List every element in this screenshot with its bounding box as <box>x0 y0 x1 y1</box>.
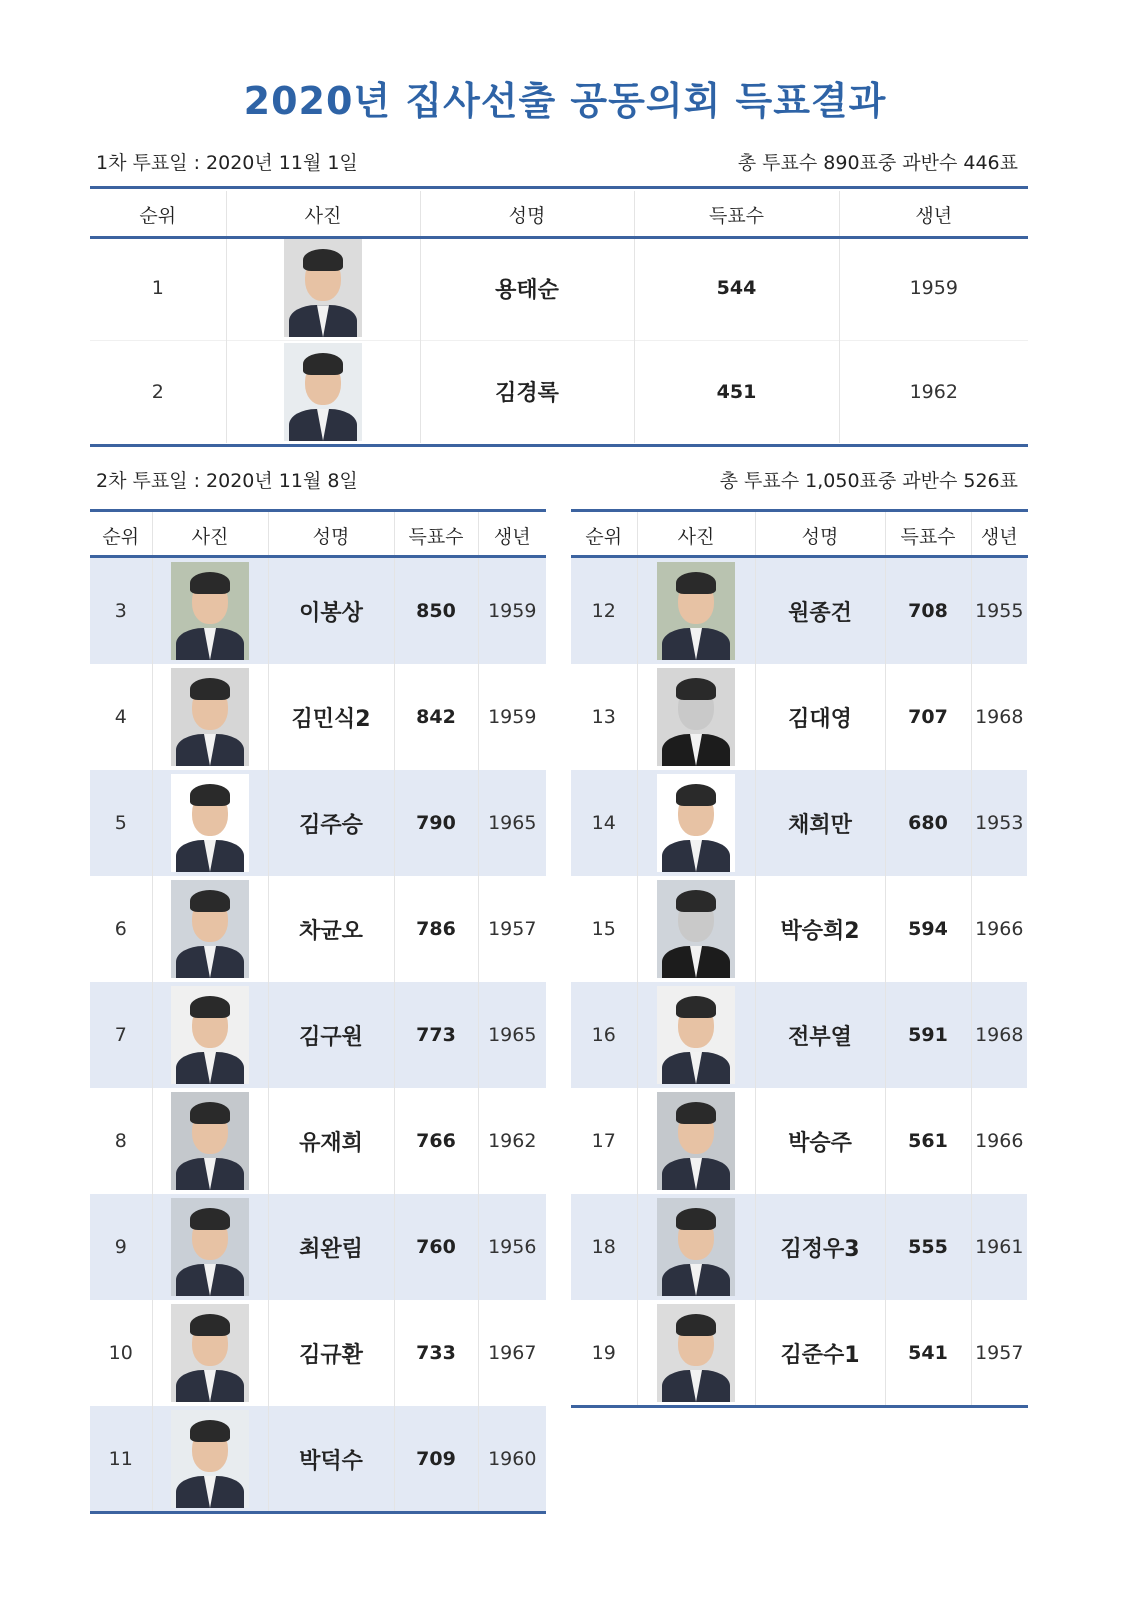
born-cell: 1968 <box>971 664 1027 770</box>
name-cell: 김대영 <box>755 664 885 770</box>
born-cell: 1967 <box>478 1300 546 1406</box>
table-row <box>90 1088 546 1194</box>
photo-cell <box>152 982 268 1088</box>
born-cell: 1961 <box>971 1194 1027 1300</box>
portrait-photo-icon <box>171 1410 249 1508</box>
born-cell: 1962 <box>478 1088 546 1194</box>
rank-cell: 8 <box>114 1130 127 1152</box>
photo-cell <box>637 876 755 982</box>
votes-cell: 850 <box>394 558 478 664</box>
name-cell: 최완림 <box>268 1194 394 1300</box>
born-cell: 1965 <box>478 982 546 1088</box>
votes-cell: 709 <box>394 1406 478 1512</box>
portrait-photo-icon <box>171 668 249 766</box>
votes-cell: 733 <box>394 1300 478 1406</box>
votes-cell: 786 <box>394 876 478 982</box>
votes-cell: 790 <box>394 770 478 876</box>
header-photo: 사진 <box>226 191 420 237</box>
photo-cell <box>152 1300 268 1406</box>
portrait-photo-icon <box>171 774 249 872</box>
photo-cell <box>637 1300 755 1406</box>
name-cell: 이봉상 <box>268 558 394 664</box>
header-born: 생년 <box>839 191 1028 237</box>
photo-cell <box>152 1088 268 1194</box>
votes-cell: 760 <box>394 1194 478 1300</box>
born-cell: 1966 <box>971 1088 1027 1194</box>
rank-cell: 2 <box>90 340 226 443</box>
photo-cell <box>637 982 755 1088</box>
photo-cell <box>637 558 755 664</box>
born-cell: 1955 <box>971 558 1027 664</box>
portrait-photo-icon <box>171 986 249 1084</box>
portrait-photo-icon <box>284 239 362 337</box>
votes-cell: 541 <box>885 1300 971 1406</box>
rank-cell: 10 <box>108 1342 133 1364</box>
name-cell: 김정우3 <box>755 1194 885 1300</box>
portrait-photo-icon <box>657 880 735 978</box>
photo-cell <box>152 558 268 664</box>
born-cell: 1962 <box>839 340 1028 443</box>
name-cell: 박덕수 <box>268 1406 394 1512</box>
photo-cell <box>637 664 755 770</box>
votes-cell: 766 <box>394 1088 478 1194</box>
table-row <box>90 982 546 1088</box>
table-row <box>571 1300 1027 1406</box>
rank-cell: 3 <box>90 558 152 664</box>
portrait-photo-icon <box>657 1092 735 1190</box>
rank-cell: 4 <box>114 706 127 728</box>
table-row <box>90 876 546 982</box>
rank-cell: 12 <box>571 558 637 664</box>
name-cell: 차균오 <box>268 876 394 982</box>
born-cell: 1959 <box>478 664 546 770</box>
photo-cell <box>637 1088 755 1194</box>
header-photo: 사진 <box>152 512 268 558</box>
name-cell: 김경록 <box>420 340 634 443</box>
votes-cell: 708 <box>885 558 971 664</box>
born-cell: 1960 <box>478 1406 546 1512</box>
header-votes: 득표수 <box>394 512 478 558</box>
photo-cell <box>226 237 420 340</box>
photo-cell <box>226 340 420 443</box>
name-cell: 유재희 <box>268 1088 394 1194</box>
votes-cell: 555 <box>885 1194 971 1300</box>
name-cell: 박승주 <box>755 1088 885 1194</box>
header-votes: 득표수 <box>885 512 971 558</box>
round1-table <box>90 191 1028 443</box>
round2-summary: 총 투표수 1,050표중 과반수 526표 <box>719 470 1018 492</box>
portrait-photo-icon <box>657 1304 735 1402</box>
name-cell: 용태순 <box>420 237 634 340</box>
table-header-row <box>571 512 1027 558</box>
portrait-photo-icon <box>171 1304 249 1402</box>
portrait-photo-icon <box>657 1198 735 1296</box>
table-row <box>571 1194 1027 1300</box>
born-cell: 1966 <box>971 876 1027 982</box>
table-row <box>90 1406 546 1512</box>
table-row <box>90 1300 546 1406</box>
page-title: 2020년 집사선출 공동의회 득표결과 <box>243 79 887 123</box>
rank-cell: 15 <box>591 918 616 940</box>
table-row <box>571 664 1027 770</box>
portrait-photo-icon <box>171 562 249 660</box>
header-born: 생년 <box>971 512 1027 558</box>
votes-cell: 680 <box>885 770 971 876</box>
header-rank: 순위 <box>585 525 623 548</box>
rank-cell: 9 <box>90 1194 152 1300</box>
born-cell: 1953 <box>971 770 1027 876</box>
votes-cell: 707 <box>885 664 971 770</box>
portrait-photo-icon <box>657 562 735 660</box>
photo-cell <box>152 664 268 770</box>
votes-cell: 451 <box>634 340 839 443</box>
table-header-row <box>90 512 546 558</box>
born-cell: 1968 <box>971 982 1027 1088</box>
born-cell: 1959 <box>478 558 546 664</box>
name-cell: 채희만 <box>755 770 885 876</box>
header-photo: 사진 <box>637 512 755 558</box>
name-cell: 전부열 <box>755 982 885 1088</box>
rank-cell: 6 <box>114 918 127 940</box>
table-row <box>90 1194 546 1300</box>
divider <box>571 1405 1028 1408</box>
round2-left-table <box>90 512 546 1512</box>
divider <box>90 1511 546 1514</box>
name-cell: 김주승 <box>268 770 394 876</box>
round1-date: 1차 투표일 : 2020년 11월 1일 <box>96 152 358 174</box>
photo-cell <box>152 770 268 876</box>
round2-date: 2차 투표일 : 2020년 11월 8일 <box>96 470 358 492</box>
votes-cell: 591 <box>885 982 971 1088</box>
portrait-photo-icon <box>657 986 735 1084</box>
name-cell: 원종건 <box>755 558 885 664</box>
votes-cell: 842 <box>394 664 478 770</box>
rank-cell: 7 <box>90 982 152 1088</box>
table-row <box>571 982 1027 1088</box>
header-rank: 순위 <box>139 204 177 227</box>
table-row <box>571 770 1027 876</box>
rank-cell: 13 <box>591 706 616 728</box>
rank-cell: 1 <box>151 277 164 300</box>
header-name: 성명 <box>420 191 634 237</box>
photo-cell <box>152 1406 268 1512</box>
rank-cell: 18 <box>571 1194 637 1300</box>
header-rank: 순위 <box>102 525 140 548</box>
rank-cell: 16 <box>571 982 637 1088</box>
name-cell: 김민식2 <box>268 664 394 770</box>
portrait-photo-icon <box>171 1092 249 1190</box>
rank-cell: 14 <box>571 770 637 876</box>
divider <box>90 555 546 558</box>
votes-cell: 594 <box>885 876 971 982</box>
table-row <box>571 876 1027 982</box>
header-born: 생년 <box>478 512 546 558</box>
rank-cell: 5 <box>90 770 152 876</box>
votes-cell: 544 <box>634 237 839 340</box>
portrait-photo-icon <box>657 668 735 766</box>
round2-right-table <box>571 512 1027 1406</box>
table-header-row <box>90 191 1028 237</box>
name-cell: 김구원 <box>268 982 394 1088</box>
votes-cell: 773 <box>394 982 478 1088</box>
photo-cell <box>637 770 755 876</box>
born-cell: 1959 <box>839 237 1028 340</box>
table-row <box>90 340 1028 443</box>
header-name: 성명 <box>755 512 885 558</box>
table-row <box>90 237 1028 340</box>
rank-cell: 19 <box>591 1342 616 1364</box>
born-cell: 1956 <box>478 1194 546 1300</box>
header-name: 성명 <box>268 512 394 558</box>
born-cell: 1965 <box>478 770 546 876</box>
portrait-photo-icon <box>171 880 249 978</box>
table-row <box>571 1088 1027 1194</box>
table-row <box>90 558 546 664</box>
divider <box>90 186 1028 189</box>
portrait-photo-icon <box>657 774 735 872</box>
divider <box>571 555 1028 558</box>
name-cell: 김준수1 <box>755 1300 885 1406</box>
name-cell: 김규환 <box>268 1300 394 1406</box>
round1-summary: 총 투표수 890표중 과반수 446표 <box>737 152 1018 174</box>
table-row <box>90 770 546 876</box>
divider <box>90 236 1028 239</box>
name-cell: 박승희2 <box>755 876 885 982</box>
photo-cell <box>152 876 268 982</box>
divider <box>90 444 1028 447</box>
header-votes: 득표수 <box>634 191 839 237</box>
portrait-photo-icon <box>284 343 362 441</box>
born-cell: 1957 <box>971 1300 1027 1406</box>
born-cell: 1957 <box>478 876 546 982</box>
votes-cell: 561 <box>885 1088 971 1194</box>
table-row <box>90 664 546 770</box>
table-row <box>571 558 1027 664</box>
rank-cell: 11 <box>90 1406 152 1512</box>
rank-cell: 17 <box>591 1130 616 1152</box>
photo-cell <box>637 1194 755 1300</box>
portrait-photo-icon <box>171 1198 249 1296</box>
photo-cell <box>152 1194 268 1300</box>
